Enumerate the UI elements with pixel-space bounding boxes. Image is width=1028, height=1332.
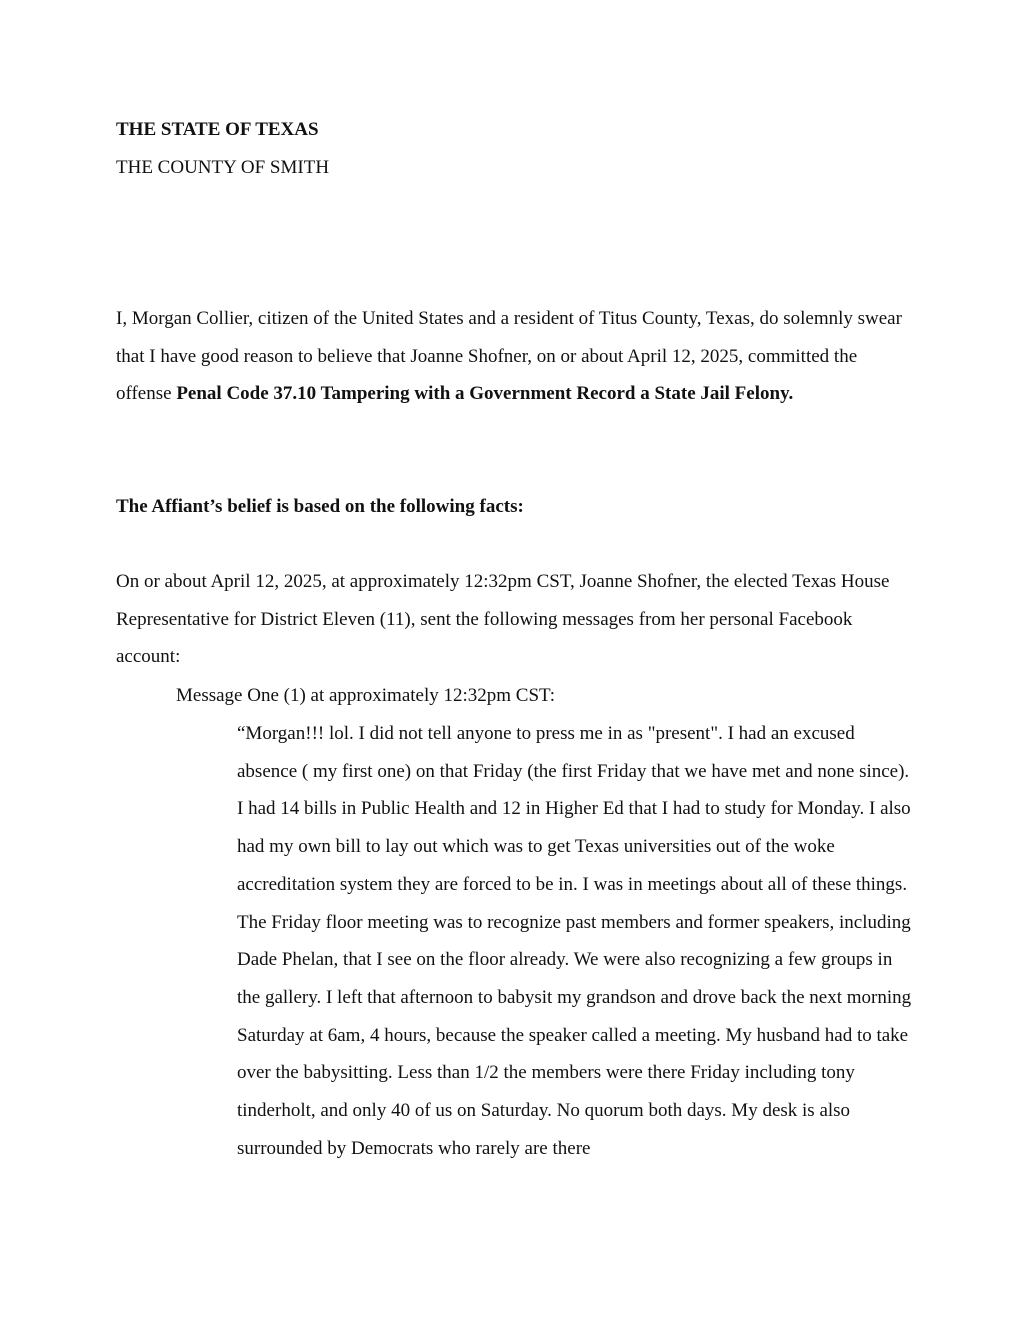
message-one-quote <box>237 715 917 1167</box>
affidavit-statement <box>116 300 916 413</box>
state-heading: THE STATE OF TEXAS <box>116 119 319 140</box>
message-one-paragraph-2: The Friday floor meeting was to recognize past members and former speakers, including Dade Phelan, that I see on the floor already. We were also recognizing a few groups in the gallery. I left that afternoon to babysit my grandson and drove back the next morning Saturday at 6am, 4 hours, because the speaker called a meeting. My husband had to take over the babysitting. Less than 1/2 the members were there Friday including tony tinderholt, and only 40 of us on Saturday. No quorum both days. My desk is also surrounded by Democrats who rarely are there <box>237 911 912 1159</box>
offense-text: Penal Code 37.10 Tampering with a Government Record a State Jail Felony. <box>176 383 794 405</box>
facts-heading: The Affiant’s belief is based on the following facts: <box>116 496 524 517</box>
message-one-paragraph-1: “Morgan!!! lol. I did not tell anyone to press me in as "present". I had an excused absence ( my first one) on that Friday (the first Friday that we have met and none since). I had 14 bills in Public Health and 12 in Higher Ed that I had to study for Monday. I also had my own bill to lay out which was to get Texas universities out of the woke accreditation system they are forced to be in. I was in meetings about all of these things. <box>237 723 911 895</box>
facts-paragraph: On or about April 12, 2025, at approximately 12:32pm CST, Joanne Shofner, the elected Texas House Representative for District Eleven (11), sent the following messages from her personal Facebook account: <box>116 571 890 668</box>
affidavit-intro: I, Morgan Collier, citizen of the United States and a resident of Titus County, Texas, do solemnly swear that I have good reason to believe that Joanne Shofner, on or about April 12, 2025, committed the offense <box>116 308 902 405</box>
message-one-label: Message One (1) at approximately 12:32pm CST: <box>176 685 555 706</box>
county-heading: THE COUNTY OF SMITH <box>116 157 330 178</box>
